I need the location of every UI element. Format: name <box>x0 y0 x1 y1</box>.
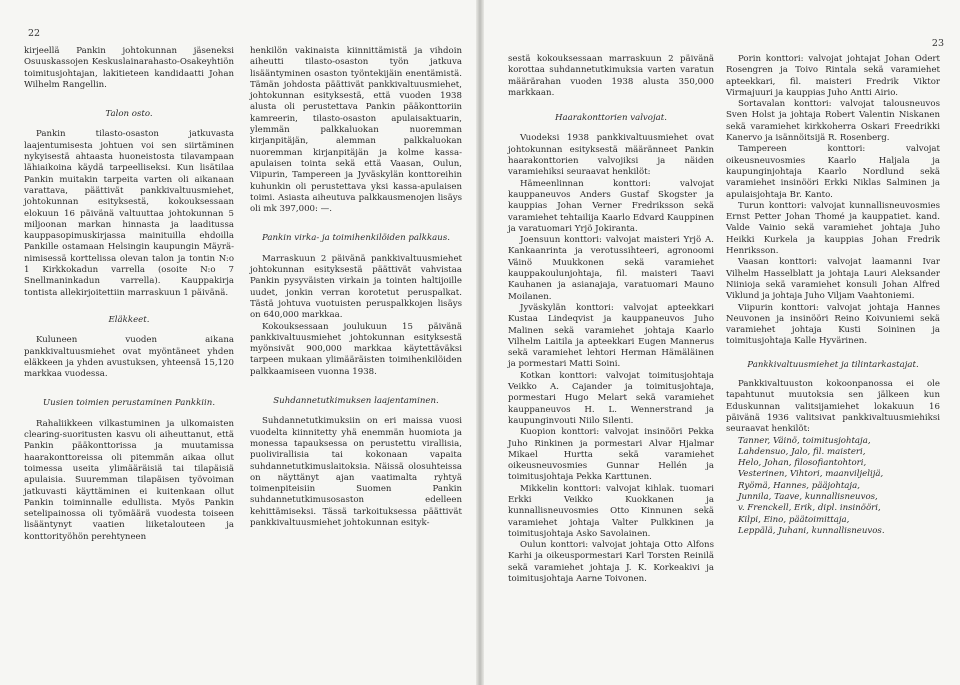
section-heading: Uusien toimien perustaminen Pankkiin. <box>42 398 216 409</box>
paragraph: Kuluneen vuoden aikana pankkivaltuusmiehet ovat myöntäneet yhden eläkkeen ja yhden avustuksen, yhteensä 15,120 markkaa vuodessa. <box>24 335 234 380</box>
list-item: Lahdensuo, Jalo, fil. maisteri, <box>738 446 866 457</box>
section-heading: Talon osto. <box>105 109 153 120</box>
right-page <box>484 0 960 685</box>
list-item: Vesterinen, Vihtori, maanviljelijä, <box>738 469 884 480</box>
section-heading: Pankkivaltuusmiehet ja tilintarkastajat. <box>747 359 919 370</box>
paragraph: Porin konttori: valvojat johtajat Johan Odert Rosengren ja Toivo Rintala sekä varamiehet apteekkari, fil. maisteri Fredrik Viktor Virmajuuri ja kauppias Juho Antti Airio. <box>726 54 940 98</box>
list-item: Leppälä, Juhani, kunnallisneuvos. <box>738 525 885 536</box>
paragraph: Kotkan konttori: valvojat toimitusjohtaja Veikko A. Cajander ja toimitusjohtaja, pormestari Hugo Melart sekä varamiehet kauppaneuvos H. L. Wennerstrand ja kaupunginvouti Niilo Silenti. <box>508 370 714 426</box>
paragraph: Vuodeksi 1938 pankkivaltuusmiehet ovat johtokunnan esityksestä määränneet Pankin haarakonttorien valvojiksi ja näiden varamiehiksi seuraavat henkilöt: <box>508 133 714 178</box>
paragraph: Turun konttori: valvojat kunnallisneuvosmies Ernst Petter Johan Thomé ja kauppatiet. kand. Valde Vainio sekä varamiehet johtaja Juho Heikki Kurkela ja kauppias Johan Fredrik Henriksson. <box>726 200 940 257</box>
paragraph: sestä kokouksessaan marraskuun 2 päivänä korottaa suhdannetutkimuksia varten varatun määrärahan vuoden 1938 alusta 350,000 markkaan. <box>508 54 714 98</box>
paragraph: Pankin tilasto-osaston jatkuvasta laajentumisesta johtuen voi sen siirtäminen nykyisestä ahtaasta huoneistosta tilavampaan lähiaikoina käydä tarpeelliseksi. Kun lisätilaa Pankin muitakin tarpeita varten oli aikanaan varattava, päättivät pankkivaltuusmiehet, johtokunnan esityksestä, kokouksessaan elokuun 16 päivänä valtuuttaa johtokunnan 5 miljoonan markan hinnasta ja laaditussa kauppasopimuskirjassa mainituilla ehdoilla Pankille ostamaan Helsingin kaupungin Mäyrä-nimisessä korttelissa olevan talon ja tontin N:o 1 Kirkkokadun varrella (osoite N:o 7 Snellmaninkadun varrella). Kauppakirja tontista allekirjoitettiin marraskuun 1 päivänä. <box>24 129 234 298</box>
paragraph: Sortavalan konttori: valvojat talousneuvos Sven Holst ja johtaja Robert Valentin Niskanen sekä varamiehet kirkkoherra Oskari Freedrikki Kanervo ja isännöitsijä R. Rosenberg. <box>726 99 940 144</box>
section-heading: Suhdannetutkimuksen laajentaminen. <box>273 396 439 407</box>
paragraph: Viipurin konttori: valvojat johtaja Hannes Neuvonen ja insinööri Reino Koivuniemi sekä varamiehet johtaja Kusti Soininen ja toimitusjohtaja Kalle Hyvärinen. <box>726 302 940 347</box>
paragraph: Marraskuun 2 päivänä pankkivaltuusmiehet johtokunnan esityksestä päättivät vahvistaa Pankin pysyväisten virkain ja tointen haltijoille uudet, jonkin verran korotetut peruspalkat. Tästä johtuva vuotuisten peruspalkkojen lisäys on 640,000 markkaa. <box>250 253 462 321</box>
left-page <box>0 0 476 685</box>
paragraph: Tampereen konttori: valvojat oikeusneuvosmies Kaarlo Haljala ja kaupunginjohtaja Kaarlo Nordlund sekä varamiehet insinööri Erkki Niklas Salminen ja apulaisjohtaja Br. Kanto. <box>726 144 940 200</box>
section-heading: Eläkkeet. <box>108 314 150 325</box>
paragraph: Mikkelin konttori: valvojat kihlak. tuomari Erkki Veikko Kuokkanen ja kunnallisneuvosmies Otto Kinnunen sekä varamiehet johtaja Valter Pulkkinen ja toimitusjohtaja Asko Savolainen. <box>508 483 714 539</box>
list-item: Tanner, Väinö, toimitusjohtaja, <box>738 435 871 446</box>
page-number: 23 <box>931 38 944 49</box>
paragraph: Joensuun konttori: valvojat maisteri Yrjö A. Kankaanrinta ja verotussihteeri, agronoomi Väinö Muukkonen sekä varamiehet kauppakoulunjohtaja, fil. maisteri Taavi Kauhanen ja asianajaja, varatuomari Mauno Moilanen. <box>508 235 714 302</box>
text-column <box>250 46 462 529</box>
book-gutter <box>476 0 484 685</box>
list-item: Kilpi, Eino, päätoimittaja, <box>738 514 850 525</box>
text-column <box>508 54 714 585</box>
paragraph: Suhdannetutkimuksiin on eri maissa vuosi vuodelta kiinnitetty yhä enemmän huomiota ja monessa tapauksessa on perustettu virallisia, puolivirallisia tai kokonaan vapaita suhdannetutkimuslaitoksia. Näissä olosuhteissa on näyttänyt ajan vaatimalta ryhtyä toimenpiteisiin Suomen Pankin suhdannetutkimusosaston edelleen kehittämiseksi. Tässä tarkoituksessa päättivät pankkivaltuusmiehet johtokunnan esityk- <box>250 416 462 528</box>
paragraph: Jyväskylän konttori: valvojat apteekkari Kustaa Lindeqvist ja kauppaneuvos Juho Malinen sekä varamiehet johtaja Kaarlo Vilhelm Laitila ja apteekkari Eugen Mannerus sekä varamiehet lehtori Herman Hämäläinen ja pormestari Matti Soini. <box>508 302 714 370</box>
paragraph: Oulun konttori: valvojat johtaja Otto Alfons Karhi ja oikeuspormestari Karl Torsten Reinilä sekä varamiehet johtaja J. K. Korkeakivi ja toimitusjohtaja Aarne Toivonen. <box>508 540 714 585</box>
list-item: Junnila, Taave, kunnallisneuvos, <box>738 491 878 502</box>
paragraph: Hämeenlinnan konttori: valvojat kauppaneuvos Anders Gustaf Skogster ja kauppias Johan Verner Fredriksson sekä varamiehet tehtailija Kaarlo Edvard Kauppinen ja varatuomari Yrjö Jokiranta. <box>508 178 714 234</box>
paragraph: Kokouksessaan joulukuun 15 päivänä pankkivaltuusmiehet johtokunnan esityksestä myönsivät 900,000 markkaa käytettäväksi tarpeen mukaan ylimääräisten toimihenkilöiden palkkaamiseen vuonna 1938. <box>250 321 462 377</box>
text-column <box>726 54 940 537</box>
section-heading: Haarakonttorien valvojat. <box>555 113 667 124</box>
paragraph: Vaasan konttori: valvojat laamanni Ivar Vilhelm Hasselblatt ja johtaja Lauri Aleksander Niinioja sekä varamiehet konsuli Johan Alfred Viklund ja johtaja Juho Viljam Vaahtoniemi. <box>726 257 940 302</box>
paragraph: kirjeellä Pankin johtokunnan jäseneksi Osuuskassojen Keskuslainarahasto-Osakeyhtiön toimitusjohtajan, lakitieteen kandidaatti Johan Wilhelm Rangellin. <box>24 46 234 90</box>
page-number: 22 <box>28 28 41 39</box>
text-column <box>24 46 234 543</box>
paragraph: Kuopion konttori: valvojat insinööri Pekka Juho Rinkinen ja pormestari Alvar Hjalmar Mikael Hurtta sekä varamiehet oikeusneuvosmies Gunnar Hellén ja toimitusjohtaja Pekka Karttunen. <box>508 427 714 483</box>
list-item: Ryömä, Hannes, pääjohtaja, <box>738 480 860 491</box>
list-item: v. Frenckell, Erik, dipl. insinööri, <box>738 503 881 514</box>
list-item: Helo, Johan, filosofiantohtori, <box>738 458 867 469</box>
paragraph: Pankkivaltuuston kokoonpanossa ei ole tapahtunut muutoksia sen jälkeen kun Eduskunnan valitsijamiehet lokakuun 16 päivänä 1936 valitsivat pankkivaltuusmiehiksi seuraavat henkilöt: <box>726 379 940 435</box>
paragraph: Rahaliikkeen vilkastuminen ja ulkomaisten clearing-suoritusten kasvu oli aiheuttanut, että Pankin pääkonttorissa ja muutamissa haarakonttoreissa oli pitemmän aikaa ollut toimessa useita ylimääräisiä tai tilapäisiä apulaisia. Suuremman tilapäisen työvoiman jatkuvasti käyttäminen ei kuitenkaan ollut Pankin toiminnalle edullista. Myös Pankin setelipainossa oli työmäärä vuodesta toiseen lisääntynyt vaatien liiketalouteen ja konttorityöhön perehtyneen <box>24 418 234 542</box>
section-heading: Pankin virka- ja toimihenkilöiden palkkaus. <box>262 233 450 244</box>
paragraph: henkilön vakinaista kiinnittämistä ja vihdoin aiheutti tilasto-osaston työn jatkuva lisääntyminen osaston työntekijäin enentämistä. Tämän johdosta päättivät pankkivaltuusmiehet, johtokunnan esityksestä, että vuoden 1938 alusta oli perustettava Pankin pääkonttoriin kamreerin, tilasto-osaston apulaisaktuarin, ylemmän palkkaluokan nuoremman kirjanpitäjän, alemman palkkaluokan nuoremman kirjanpitäjän ja kolme kassa-apulaisen tointa sekä että Vaasan, Oulun, Viipurin, Tampereen ja Jyväskylän konttoreihin kuhunkin oli perustettava yksi kassa-apulaisen toimi. Asiasta aiheutuva palkkausmenojen lisäys oli mk 397,000: —. <box>250 46 462 215</box>
